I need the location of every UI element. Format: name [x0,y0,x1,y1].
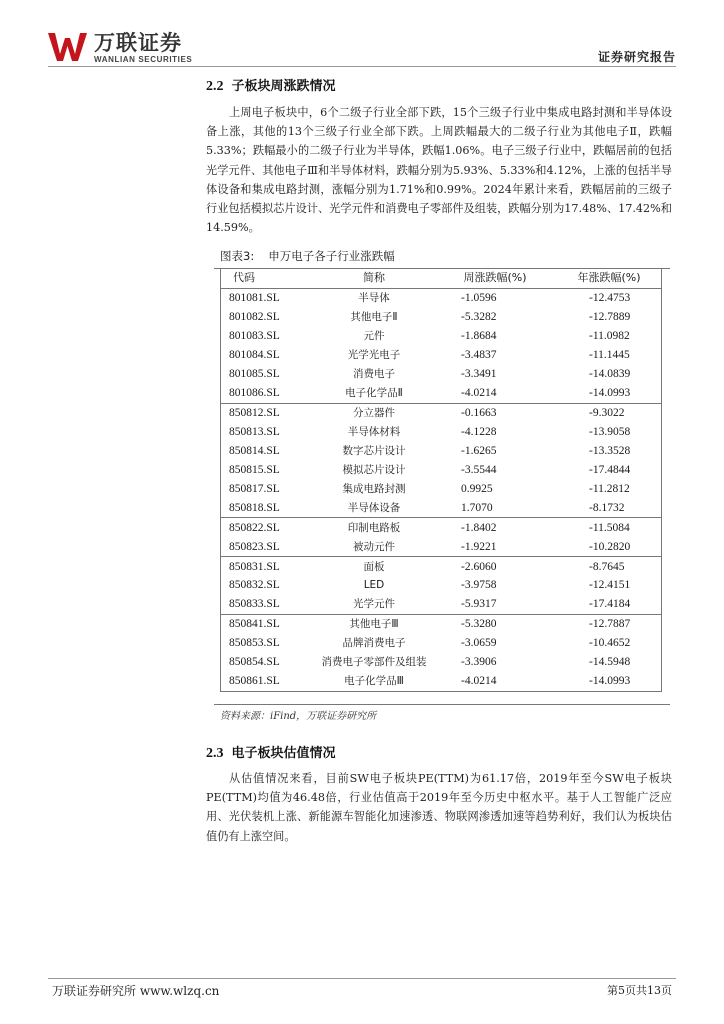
cell-code: 850854.SL [229,656,280,669]
table-header-row [221,269,662,288]
cell-year-change: -13.9058 [589,425,631,438]
cell-year-change: -13.3528 [589,444,631,457]
table-row [221,365,662,384]
cell-week-change: -5.9317 [461,598,497,611]
table-row [221,479,662,498]
cell-name: LED [363,579,385,592]
cell-code: 801082.SL [229,311,280,324]
cell-name: 被动元件 [353,540,395,553]
cell-week-change: -3.3491 [461,368,497,381]
report-type-label: 证券研究报告 [597,50,676,64]
table-row [221,423,662,442]
cell-week-change: -0.1663 [433,403,557,422]
table-row [221,518,662,537]
figure-title [220,248,395,264]
cell-name: 电子化学品Ⅲ [315,672,433,691]
cell-week-change: -4.0214 [433,672,557,691]
table-row [221,672,662,691]
cell-name: 消费电子零部件及组装 [321,656,427,669]
column-header-year-change: 年涨跌幅(%) [557,269,662,288]
figure-source-note: 资料来源：iFind，万联证券研究所 [220,711,377,722]
footer-institute: 万联证券研究所 www.wlzq.cn [52,984,220,998]
cell-code: 850812.SL [221,403,316,422]
cell-name: 数字芯片设计 [342,444,406,457]
figure-bottom-rule [214,704,670,705]
table-row [221,653,662,672]
cell-week-change: -3.3906 [461,656,497,669]
cell-year-change: -10.2820 [589,540,631,553]
cell-name: 电子化学品Ⅱ [345,387,403,400]
table-row [221,288,662,307]
column-header-name: 简称 [315,269,433,288]
cell-week-change: -1.6265 [461,444,497,457]
table-row [221,308,662,327]
cell-year-change: -14.0993 [557,672,662,691]
section-title: 电子板块估值情况 [231,746,336,761]
cell-week-change: -1.0596 [461,292,497,305]
cell-year-change: -14.0993 [589,387,631,400]
cell-week-change: -3.9758 [461,579,497,592]
section-heading-2-2 [206,75,336,95]
cell-year-change: -9.3022 [557,403,662,422]
cell-year-change: -17.4184 [589,598,631,611]
cell-name: 半导体 [358,292,390,305]
wanlian-logo-icon [48,32,92,62]
cell-year-change: -11.5084 [557,518,662,537]
cell-week-change: 0.9925 [461,482,493,495]
column-header-code: 代码 [221,269,316,288]
cell-year-change: -11.0982 [589,330,630,343]
cell-year-change: -12.7889 [589,311,631,324]
cell-year-change: -17.4844 [589,463,631,476]
table-row [221,403,662,422]
table-row [221,346,662,365]
cell-name: 光学元件 [353,598,395,611]
logo-english-text: WANLIAN SECURITIES [94,55,193,64]
section-number: 2.2 [206,79,224,94]
cell-week-change: -5.3280 [433,614,557,633]
cell-code: 850833.SL [229,598,280,611]
cell-name: 印制电路板 [315,518,433,537]
cell-week-change: -1.9221 [461,540,497,553]
cell-name: 面板 [315,557,433,576]
cell-code: 801084.SL [229,349,280,362]
cell-code: 850861.SL [221,672,316,691]
cell-name: 光学光电子 [347,349,401,362]
cell-code: 850817.SL [229,482,280,495]
cell-year-change: -10.4652 [589,637,631,650]
cell-year-change: -12.4753 [589,292,631,305]
cell-code: 850823.SL [229,540,280,553]
cell-code: 850832.SL [229,579,280,592]
cell-name: 模拟芯片设计 [342,463,406,476]
cell-week-change: 1.7070 [461,501,493,514]
table-row [221,576,662,595]
figure-caption: 申万电子各子行业涨跌幅 [268,249,395,263]
cell-week-change: -5.3282 [461,311,497,324]
cell-name: 元件 [363,330,385,343]
cell-code: 801083.SL [229,330,280,343]
cell-name: 集成电路封测 [342,482,406,495]
cell-week-change: -3.0659 [461,637,497,650]
table-row [221,327,662,346]
cell-code: 801085.SL [229,368,280,381]
figure-label: 图表3: [220,249,255,263]
cell-code: 850813.SL [229,425,280,438]
cell-code: 850831.SL [221,557,316,576]
cell-name: 半导体设备 [347,501,401,514]
cell-code: 850853.SL [229,637,280,650]
section-number: 2.3 [206,746,224,761]
cell-week-change: -1.8402 [433,518,557,537]
industry-change-table [220,269,662,692]
cell-code: 850814.SL [229,444,280,457]
table-row [221,595,662,614]
cell-code: 801086.SL [229,387,280,400]
cell-year-change: -11.1445 [589,349,630,362]
cell-name: 其他电子Ⅱ [350,311,398,324]
table-row [221,441,662,460]
cell-week-change: -4.0214 [461,387,497,400]
cell-week-change: -4.1228 [461,425,497,438]
cell-name: 品牌消费电子 [342,637,406,650]
section-2-3-paragraph: 从估值情况来看，目前SW电子板块PE(TTM)为61.17倍，2019年至今SW电子板块PE(TTM)均值为46.48倍，行业估值高于2019年至今历史中枢水平。基于人工智能广泛应用、光伏装机上涨、新能源车智能化加速渗透、物联网渗透加速等趋势利好，我们认为板块估值仍有上涨空间。 [206,772,672,843]
table-body [221,288,662,691]
table-row [221,634,662,653]
cell-year-change: -14.5948 [589,656,631,669]
logo-chinese-text: 万联证券 [94,31,182,55]
table-row [221,498,662,517]
cell-year-change: -8.7645 [557,557,662,576]
table-row [221,557,662,576]
cell-name: 消费电子 [353,368,395,381]
cell-name: 分立器件 [315,403,433,422]
cell-code: 850818.SL [229,501,280,514]
cell-year-change: -8.1732 [589,501,625,514]
page-header [48,30,676,64]
cell-year-change: -14.0839 [589,368,631,381]
cell-year-change: -12.4151 [589,579,631,592]
cell-code: 850841.SL [221,614,316,633]
footer-divider [48,978,676,979]
page-number: 第5页共13页 [607,984,672,997]
cell-week-change: -3.4837 [461,349,497,362]
table-row [221,614,662,633]
cell-name: 其他电子Ⅲ [315,614,433,633]
section-heading-2-3 [206,742,336,762]
section-title: 子板块周涨跌情况 [231,79,336,94]
table-row [221,384,662,403]
cell-week-change: -1.8684 [461,330,497,343]
cell-year-change: -12.7887 [557,614,662,633]
column-header-week-change: 周涨跌幅(%) [433,269,557,288]
header-divider [48,66,676,67]
cell-week-change: -2.6060 [433,557,557,576]
section-2-2-paragraph: 上周电子板块中，6个二级子行业全部下跌，15个三级子行业中集成电路封测和半导体设备上涨，其他的13个三级子行业全部下跌。上周跌幅最大的二级子行业为其他电子Ⅱ，跌幅5.33%；跌幅最小的二级子行业为半导体，跌幅1.06%。电子三级子行业中，跌幅居前的包括光学元件、其他电子Ⅲ和半导体材料，跌幅分别为5.93%、5.33%和4.12%，上涨的包括半导体设备和集成电路封测，涨幅分别为1.71%和0.99%。2024年累计来看，跌幅居前的三级子行业包括模拟芯片设计、光学元件和消费电子零部件及组装，跌幅分别为17.48%、17.42%和14.59%。 [206,106,672,235]
table-row [221,460,662,479]
cell-code: 850822.SL [221,518,316,537]
cell-week-change: -3.5544 [461,463,497,476]
cell-year-change: -11.2812 [589,482,630,495]
table-row [221,537,662,556]
cell-code: 801081.SL [229,292,280,305]
cell-code: 850815.SL [229,463,280,476]
cell-name: 半导体材料 [347,425,401,438]
